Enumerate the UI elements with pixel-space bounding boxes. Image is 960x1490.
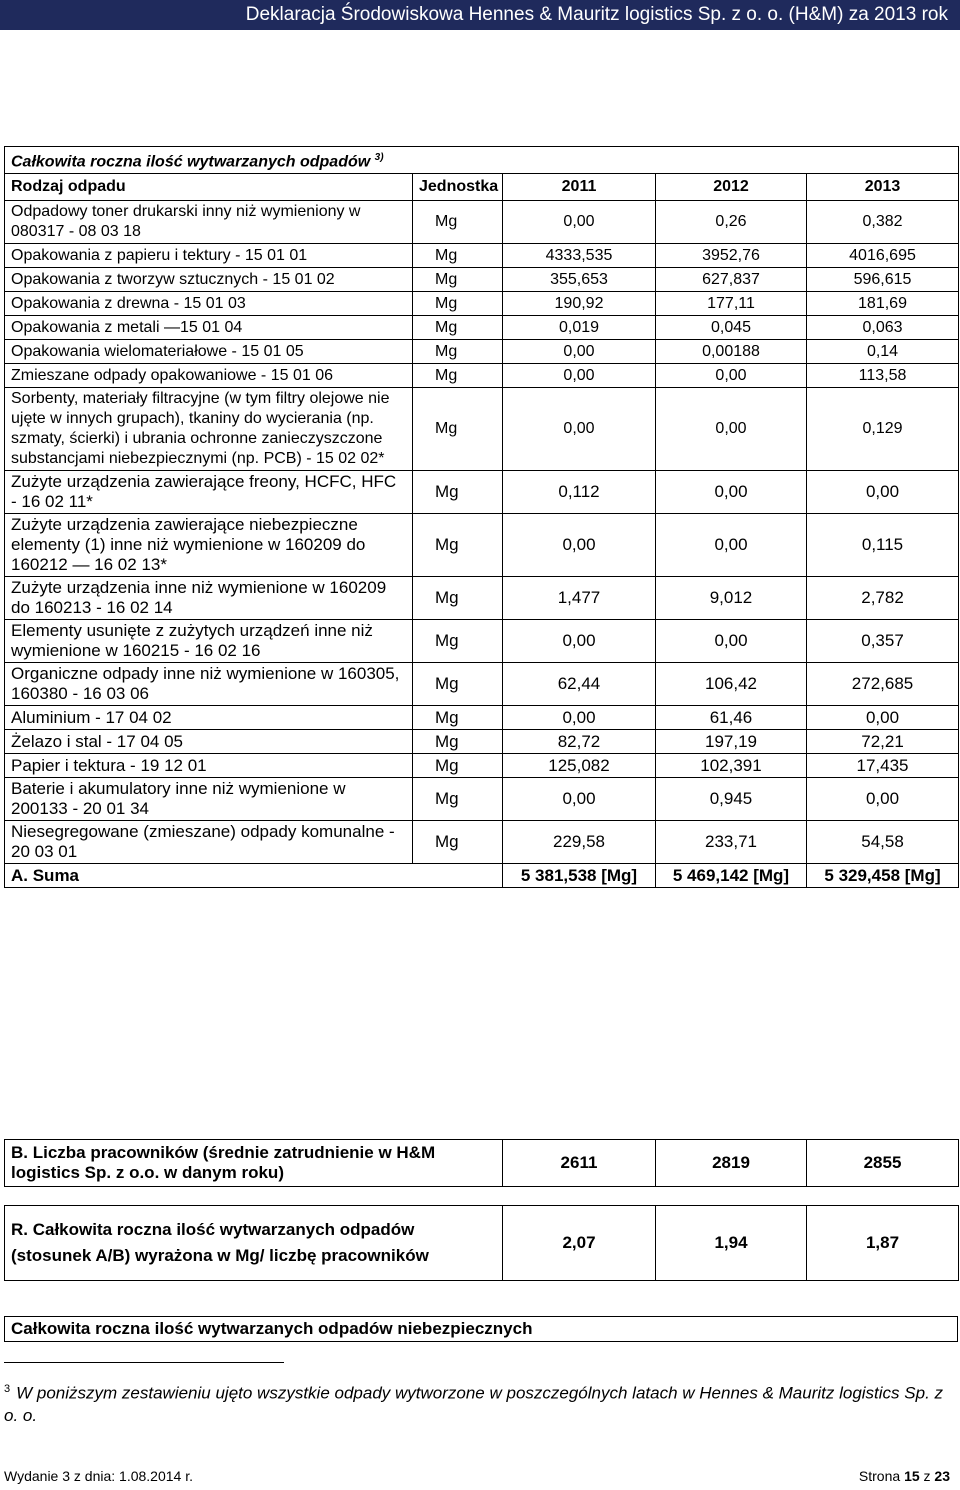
value-2011: 125,082	[503, 754, 656, 778]
table-row	[5, 663, 959, 706]
value-2011: 0,00	[503, 514, 656, 577]
page-label: Strona	[858, 1468, 901, 1484]
value-2011: 82,72	[503, 730, 656, 754]
value-2013: 0,00	[807, 778, 959, 821]
waste-unit: Mg	[413, 316, 503, 340]
total-pages: 23	[934, 1468, 950, 1484]
value-2012: 0,00	[656, 364, 807, 388]
value-2012: 0,00	[656, 388, 807, 471]
value-2011: 229,58	[503, 821, 656, 864]
employees-2013: 2855	[807, 1140, 959, 1187]
col-header-2012: 2012	[656, 174, 807, 201]
sum-2012: 5 469,142 [Mg]	[656, 864, 807, 888]
employees-row	[5, 1140, 959, 1187]
footnote-separator	[4, 1362, 284, 1363]
value-2013: 0,115	[807, 514, 959, 577]
ratio-2012: 1,94	[656, 1206, 807, 1281]
value-2012: 177,11	[656, 292, 807, 316]
value-2011: 4333,535	[503, 244, 656, 268]
waste-name: Sorbenty, materiały filtracyjne (w tym filtry olejowe nie ujęte w innych grupach), tkaniny do wycierania (np. szmaty, ścierki) i ubrania ochronne zanieczyszczone substancjami niebezpiecznymi (np. PCB) - 15 02 02*	[5, 388, 413, 471]
waste-name: Zmieszane odpady opakowaniowe - 15 01 06	[5, 364, 413, 388]
value-2012: 106,42	[656, 663, 807, 706]
value-2012: 0,00	[656, 620, 807, 663]
ratio-2011: 2,07	[503, 1206, 656, 1281]
value-2011: 0,00	[503, 201, 656, 244]
ratio-table	[4, 1205, 959, 1281]
waste-name: Niesegregowane (zmieszane) odpady komunalne - 20 03 01	[5, 821, 413, 864]
table-title-text: Całkowita roczna ilość wytwarzanych odpadów	[11, 153, 371, 171]
of-label: z	[923, 1468, 931, 1484]
value-2012: 197,19	[656, 730, 807, 754]
value-2013: 0,382	[807, 201, 959, 244]
waste-unit: Mg	[413, 730, 503, 754]
ratio-label: R. Całkowita roczna ilość wytwarzanych odpadów (stosunek A/B) wyrażona w Mg/ liczbę pracowników	[5, 1206, 503, 1281]
table-row	[5, 577, 959, 620]
waste-name: Zużyte urządzenia zawierające niebezpieczne elementy (1) inne niż wymienione w 160209 do 160212 — 16 02 13*	[5, 514, 413, 577]
value-2013: 0,00	[807, 706, 959, 730]
table-row	[5, 706, 959, 730]
value-2012: 102,391	[656, 754, 807, 778]
waste-unit: Mg	[413, 244, 503, 268]
waste-unit: Mg	[413, 663, 503, 706]
table-header-row	[5, 174, 959, 201]
value-2012: 0,945	[656, 778, 807, 821]
table-row	[5, 620, 959, 663]
value-2013: 0,14	[807, 340, 959, 364]
ratio-2013: 1,87	[807, 1206, 959, 1281]
document-title: Deklaracja Środowiskowa Hennes & Mauritz logistics Sp. z o. o. (H&M) za 2013 rok	[245, 4, 948, 25]
table-title	[5, 147, 959, 174]
waste-unit: Mg	[413, 514, 503, 577]
footnote	[4, 1378, 954, 1427]
table-row	[5, 244, 959, 268]
sum-label: A. Suma	[5, 864, 503, 888]
table-title-superscript: 3)	[374, 152, 384, 163]
value-2011: 190,92	[503, 292, 656, 316]
waste-name: Opakowania z drewna - 15 01 03	[5, 292, 413, 316]
page-footer	[4, 1468, 954, 1488]
hazardous-table	[4, 1316, 958, 1342]
value-2013: 0,129	[807, 388, 959, 471]
value-2013: 0,00	[807, 471, 959, 514]
edition-info: Wydanie 3 z dnia: 1.08.2014 r.	[4, 1468, 193, 1484]
value-2013: 0,357	[807, 620, 959, 663]
value-2013: 596,615	[807, 268, 959, 292]
hazardous-label: Całkowita roczna ilość wytwarzanych odpadów niebezpiecznych	[5, 1317, 958, 1342]
waste-name: Opakowania z metali —15 01 04	[5, 316, 413, 340]
value-2011: 0,00	[503, 340, 656, 364]
col-header-2013: 2013	[807, 174, 959, 201]
value-2011: 0,00	[503, 364, 656, 388]
value-2011: 0,00	[503, 620, 656, 663]
value-2012: 0,00	[656, 514, 807, 577]
value-2011: 1,477	[503, 577, 656, 620]
value-2013: 17,435	[807, 754, 959, 778]
waste-unit: Mg	[413, 577, 503, 620]
value-2011: 62,44	[503, 663, 656, 706]
value-2012: 0,045	[656, 316, 807, 340]
value-2013: 113,58	[807, 364, 959, 388]
value-2013: 272,685	[807, 663, 959, 706]
table-row	[5, 268, 959, 292]
value-2011: 355,653	[503, 268, 656, 292]
table-title-row	[5, 147, 959, 174]
table-row	[5, 778, 959, 821]
table-row	[5, 821, 959, 864]
waste-name: Baterie i akumulatory inne niż wymienione w 200133 - 20 01 34	[5, 778, 413, 821]
table-row	[5, 316, 959, 340]
value-2012: 0,00188	[656, 340, 807, 364]
waste-unit: Mg	[413, 471, 503, 514]
waste-unit: Mg	[413, 292, 503, 316]
hazardous-row	[5, 1317, 958, 1342]
employees-label: B. Liczba pracowników (średnie zatrudnienie w H&M logistics Sp. z o.o. w danym roku)	[5, 1140, 503, 1187]
waste-unit: Mg	[413, 268, 503, 292]
table-row	[5, 292, 959, 316]
waste-name: Żelazo i stal - 17 04 05	[5, 730, 413, 754]
col-header-waste-type: Rodzaj odpadu	[5, 174, 413, 201]
waste-unit: Mg	[413, 201, 503, 244]
current-page: 15	[904, 1468, 920, 1484]
waste-table	[4, 146, 959, 888]
footnote-text: W poniższym zestawieniu ujęto wszystkie odpady wytworzone w poszczególnych latach w Hennes & Mauritz logistics Sp. z o. o.	[4, 1383, 944, 1425]
table-row	[5, 201, 959, 244]
waste-name: Aluminium - 17 04 02	[5, 706, 413, 730]
ratio-row	[5, 1206, 959, 1281]
waste-name: Opakowania z papieru i tektury - 15 01 01	[5, 244, 413, 268]
value-2013: 54,58	[807, 821, 959, 864]
document-header	[0, 0, 960, 30]
waste-unit: Mg	[413, 754, 503, 778]
waste-name: Organiczne odpady inne niż wymienione w 160305, 160380 - 16 03 06	[5, 663, 413, 706]
employees-2012: 2819	[656, 1140, 807, 1187]
sum-row	[5, 864, 959, 888]
waste-name: Opakowania wielomateriałowe - 15 01 05	[5, 340, 413, 364]
value-2012: 627,837	[656, 268, 807, 292]
value-2013: 181,69	[807, 292, 959, 316]
table-row	[5, 388, 959, 471]
value-2011: 0,019	[503, 316, 656, 340]
waste-name: Opakowania z tworzyw sztucznych - 15 01 02	[5, 268, 413, 292]
table-row	[5, 364, 959, 388]
waste-unit: Mg	[413, 821, 503, 864]
waste-unit: Mg	[413, 778, 503, 821]
value-2013: 4016,695	[807, 244, 959, 268]
table-row	[5, 754, 959, 778]
sum-2011: 5 381,538 [Mg]	[503, 864, 656, 888]
waste-name: Zużyte urządzenia inne niż wymienione w 160209 do 160213 - 16 02 14	[5, 577, 413, 620]
waste-unit: Mg	[413, 340, 503, 364]
waste-unit: Mg	[413, 706, 503, 730]
value-2013: 2,782	[807, 577, 959, 620]
waste-unit: Mg	[413, 620, 503, 663]
table-row	[5, 471, 959, 514]
value-2013: 0,063	[807, 316, 959, 340]
value-2012: 9,012	[656, 577, 807, 620]
value-2011: 0,00	[503, 706, 656, 730]
col-header-unit: Jednostka	[413, 174, 503, 201]
value-2012: 233,71	[656, 821, 807, 864]
table-row	[5, 730, 959, 754]
waste-name: Odpadowy toner drukarski inny niż wymieniony w 080317 - 08 03 18	[5, 201, 413, 244]
table-row	[5, 340, 959, 364]
waste-name: Papier i tektura - 19 12 01	[5, 754, 413, 778]
footnote-number: 3	[4, 1383, 11, 1395]
value-2011: 0,00	[503, 778, 656, 821]
waste-name: Elementy usunięte z zużytych urządzeń inne niż wymienione w 160215 - 16 02 16	[5, 620, 413, 663]
value-2013: 72,21	[807, 730, 959, 754]
sum-2013: 5 329,458 [Mg]	[807, 864, 959, 888]
employees-table	[4, 1139, 959, 1187]
page-number	[859, 1468, 950, 1484]
waste-name: Zużyte urządzenia zawierające freony, HCFC, HFC - 16 02 11*	[5, 471, 413, 514]
employees-2011: 2611	[503, 1140, 656, 1187]
value-2012: 0,00	[656, 471, 807, 514]
value-2011: 0,112	[503, 471, 656, 514]
value-2012: 0,26	[656, 201, 807, 244]
value-2012: 61,46	[656, 706, 807, 730]
waste-unit: Mg	[413, 388, 503, 471]
table-row	[5, 514, 959, 577]
value-2011: 0,00	[503, 388, 656, 471]
col-header-2011: 2011	[503, 174, 656, 201]
waste-unit: Mg	[413, 364, 503, 388]
value-2012: 3952,76	[656, 244, 807, 268]
